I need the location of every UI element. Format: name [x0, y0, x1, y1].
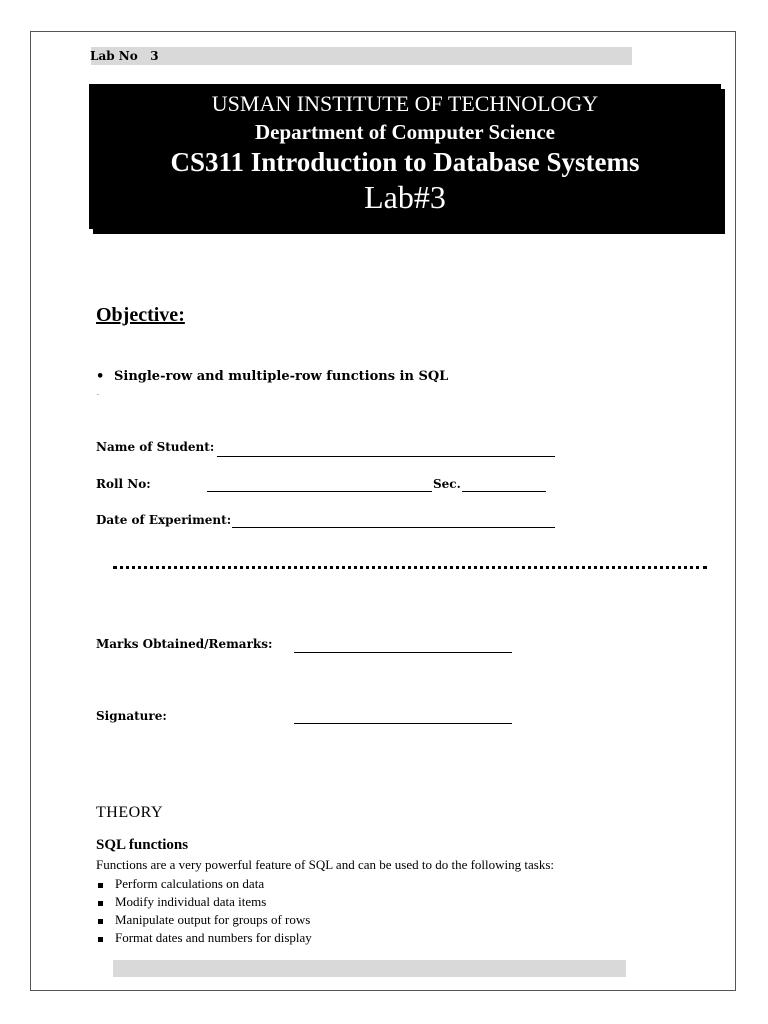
stray-dot: .: [97, 390, 99, 397]
marks-line[interactable]: [294, 652, 512, 653]
lab-title: Lab#3: [364, 179, 446, 215]
bullet-icon: •: [96, 369, 105, 384]
theory-heading: THEORY: [96, 804, 163, 821]
lab-number-header: Lab No 3: [90, 49, 159, 63]
footer-bar: [113, 960, 626, 977]
marks-label: Marks Obtained/Remarks:: [96, 637, 273, 651]
square-bullet-icon: [98, 901, 103, 906]
list-item: Modify individual data items: [96, 893, 312, 911]
department-name: Department of Computer Science: [255, 120, 555, 144]
document-page: [30, 31, 736, 991]
sql-functions-title: SQL functions: [96, 837, 189, 853]
course-title: CS311 Introduction to Database Systems: [170, 147, 640, 177]
list-item: Manipulate output for groups of rows: [96, 911, 312, 929]
roll-no-label: Roll No:: [96, 477, 151, 491]
student-name-label: Name of Student:: [96, 440, 215, 454]
signature-label: Signature:: [96, 709, 167, 723]
title-banner: [89, 84, 721, 229]
objective-item: [96, 369, 448, 384]
student-name-line[interactable]: [217, 456, 555, 457]
date-line[interactable]: [232, 527, 555, 528]
task-list: [96, 875, 312, 947]
list-item: Perform calculations on data: [96, 875, 312, 893]
square-bullet-icon: [98, 883, 103, 888]
square-bullet-icon: [98, 937, 103, 942]
square-bullet-icon: [98, 919, 103, 924]
section-line[interactable]: [462, 491, 546, 492]
signature-line[interactable]: [294, 723, 512, 724]
roll-no-line[interactable]: [207, 491, 432, 492]
header-bar: [91, 47, 632, 65]
date-label: Date of Experiment:: [96, 513, 232, 527]
objective-item-text: Single-row and multiple-row functions in SQL: [114, 369, 449, 384]
institute-name: USMAN INSTITUTE OF TECHNOLOGY: [211, 91, 599, 116]
sql-functions-description: Functions are a very powerful feature of SQL and can be used to do the following tasks:: [96, 857, 555, 872]
list-item: Format dates and numbers for display: [96, 929, 312, 947]
objective-heading: Objective:: [96, 304, 185, 326]
separator-dotted-line: [113, 566, 707, 569]
section-label: Sec.: [433, 477, 461, 491]
